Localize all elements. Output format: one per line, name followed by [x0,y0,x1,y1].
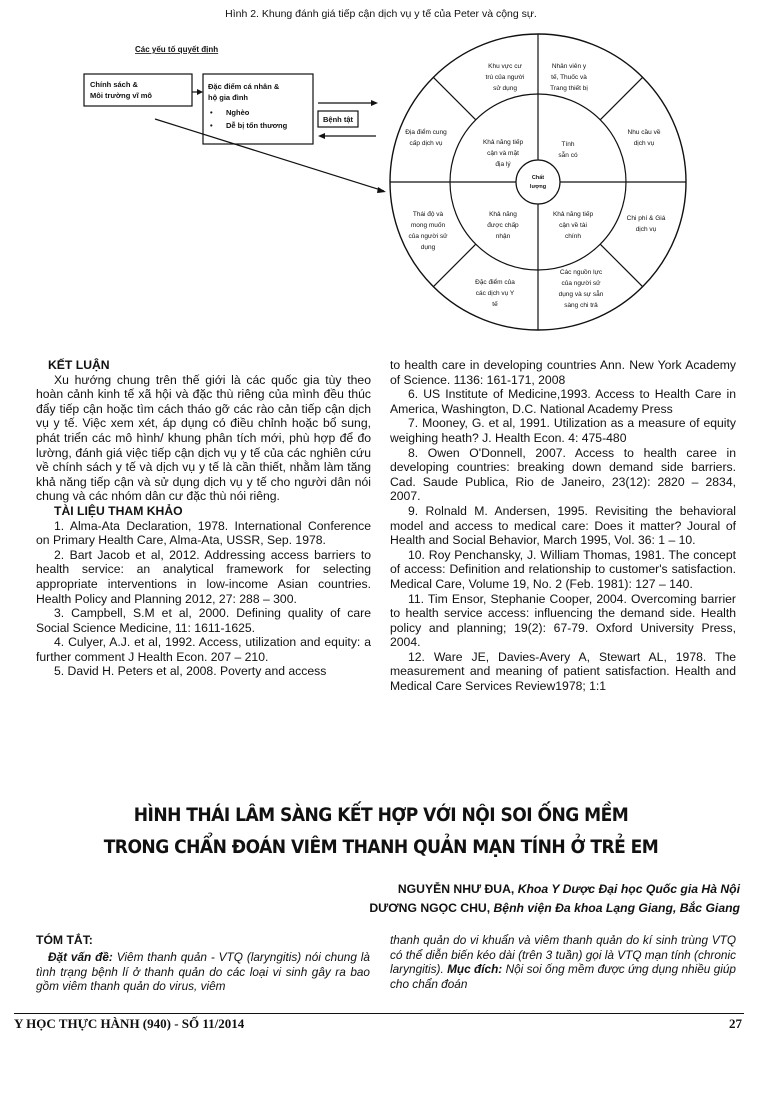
inner-label: địa lý [495,161,511,168]
outer-label: dịch vụ [633,140,655,147]
author-1-affiliation: Khoa Y Dược Đại học Quốc gia Hà Nội [517,882,740,896]
outer-label: tế, Thuốc và [551,74,587,81]
author-2 [180,899,740,917]
inner-label: sẵn có [558,152,578,159]
access-framework-diagram [0,28,762,338]
reference-item: 5. David H. Peters et al, 2008. Poverty and access [54,664,327,679]
bullet-icon: • [210,108,213,117]
center-label: Chất [531,175,545,181]
outer-label: cấp dịch vụ [409,140,443,147]
determinants-label: Các yếu tố quyết định [135,45,219,54]
disease-box-label: Bệnh tật [323,115,353,124]
outer-label: Thái độ và [412,211,444,218]
policy-box [84,74,192,106]
characteristics-bullet: Dễ bị tổn thương [226,121,288,130]
characteristics-title: hộ gia đình [208,93,248,102]
conclusion-heading: KẾT LUẬN [48,358,110,372]
outer-label: sàng chi trả [564,302,598,309]
article-title-line1: HÌNH THÁI LÂM SÀNG KẾT HỢP VỚI NỘI SOI ỐNG MỀM [133,804,629,826]
abstract-label-background: Đặt vấn đề: [48,950,113,964]
bullet-icon: • [210,121,213,130]
outer-label: dụng và sự sẵn [558,291,604,298]
outer-label: Nhu cầu về [627,129,661,136]
abstract-heading: TÓM TẮT: [36,933,93,947]
inner-label: Khả năng [489,211,517,218]
reference-item: 2. Bart Jacob et al, 2012. Addressing access barriers to health service: an analytical framework for selecting appropriate interventions in low-income Asian countries. Health Policy and Planning 2012, 27: 288 – 300. [36,547,371,606]
page-number: 27 [729,1016,742,1031]
author-1 [180,880,740,898]
author-2-affiliation: Bệnh viện Đa khoa Lạng Giang, Bắc Giang [493,901,740,915]
conclusion-body: Xu hướng chung trên thế giới là các quốc gia tùy theo hoàn cảnh kinh tế xã hội và đặc thù riêng của mình đều thúc đẩy tiếp cận hoặc tìm cách tháo gỡ các rào cản tiếp cận dịch vụ y tế. Việc xem xét, áp dụng có điều chỉnh hoặc bổ sung, phát triển các mô hình/ khung phân tích mới, phù hợp để đo lường, đánh giá việc tiếp cận dịch vụ y tế của các nghiên cứu về chính sách y tế và dịch vụ y tế là cần thiết, nhằm làm tăng khả năng tiếp cận và sử dụng dịch vụ y tế cho người dân nói chung và các nhóm dân cư đặc thù nói riêng. [36,372,371,504]
author-1-name: NGUYỄN NHƯ ĐUA, [397,882,515,896]
center-label: lượng [529,184,547,190]
abstract-left [36,950,370,994]
outer-label: Chi phí & Giá [626,215,666,222]
inner-label: cận và mặt [487,150,519,157]
outer-label: Địa điểm cung [405,129,447,136]
center-circle [516,160,560,204]
references-heading: TÀI LIỆU THAM KHẢO [54,503,183,518]
policy-label: Môi trường vĩ mô [90,91,153,100]
inner-label: Tính [561,141,575,148]
abstract-left-text: Viêm thanh quản - VTQ (laryngitis) nói chung là tình trạng bệnh lí ở thanh quản do các loại vi sinh gây ra bao gồm viêm thanh quản do virus, viêm [36,950,370,994]
figure-caption: Hình 2. Khung đánh giá tiếp cận dịch vụ y tế của Peter và cộng sự. [225,8,537,20]
outer-label: Các nguồn lực [559,269,603,276]
outer-label: của người sử [408,233,448,240]
abstract-label-purpose: Mục đích: [447,962,503,977]
reference-item: 1. Alma-Ata Declaration, 1978. International Conference on Primary Health Care, Alma-Ata, USSR, Sep. 1978. [36,518,371,548]
reference-item: 11. Tim Ensor, Stephanie Cooper, 2004. Overcoming barrier to health service access: influencing the demand side. Health policy and planning; 19(2): 67-79. Oxford University Press, 2004. [390,591,736,650]
reference-item: 4. Culyer, A.J. et al, 1992. Access, utilization and equity: a further comment J Health Econ. 207 – 210. [36,635,371,664]
abstract-right-text-b: Nội soi ống mềm được ứng dụng nhiều giúp cho chẩn đoán [390,962,736,991]
characteristics-bullet: Nghèo [226,108,250,117]
reference-item: 8. Owen O'Donnell, 2007. Access to health caree in developing countries: breaking down demand side barriers. Cad. Saude Publica, Rio de Janeiro, 23(12): 2820 – 2834, 2007. [390,445,736,504]
outer-label: dụng [420,244,436,251]
reference-item: 12. Ware JE, Davies-Avery A, Stewart AL, 1978. The measurement and meaning of patient satisfaction. Health and Medical Care Services Review1978; 1:1 [390,649,736,694]
inner-label: Khả năng tiếp [482,139,524,146]
outer-label: mong muốn [410,222,446,229]
abstract-right [390,933,736,991]
reference-item: 7. Mooney, G. et al, 1991. Utilization as a measure of equity weighing heath? J. Health Econ. 4: 475-480 [390,416,736,445]
outer-label: Đặc điểm của [475,279,515,286]
inner-label: được chấp [487,222,519,229]
characteristics-title: Đặc điểm cá nhân & [208,82,280,91]
right-column [390,358,736,694]
outer-label: Nhân viên y [551,63,587,70]
author-2-name: DƯƠNG NGỌC CHU, [369,901,491,915]
abstract-right-text-a: thanh quản do vi khuẩn và viêm thanh quản do kí sinh trùng VTQ có thể diễn biến kéo dài (trên 3 tuần) gọi là VTQ mạn tính (chronic laryngitis). [390,933,736,977]
outer-label: các dịch vụ Y [475,290,515,297]
outer-label: Khu vực cư [488,63,522,70]
inner-label: chính [565,233,581,240]
outer-label: của người sử [561,280,601,287]
inner-label: Khả năng tiếp [552,211,594,218]
inner-label: nhận [495,233,511,240]
reference-item: 10. Roy Penchansky, J. William Thomas, 1981. The concept of access: Definition and relationship to customer's satisfaction. Medical Care, Volume 19, No. 2 (Feb. 1981): 127 – 140. [390,547,736,591]
footer-journal: Y HỌC THỰC HÀNH (940) - SỐ 11/2014 [14,1016,245,1031]
outer-label: trú của người [485,74,525,81]
footer-rule [14,1013,744,1014]
policy-label: Chính sách & [90,80,138,89]
outer-label: dịch vụ [635,226,657,233]
reference-item: 9. Rolnald M. Andersen, 1995. Revisiting the behavioral model and access to medical care: Does it matter? Joural of Health and Social Behavior, March 1995, Vol. 36: 1 – 10. [390,503,736,548]
left-column [36,358,371,679]
outer-label: sử dụng [493,85,517,92]
article-title-line2: TRONG CHẨN ĐOÁN VIÊM THANH QUẢN MẠN TÍNH Ở TRẺ EM [103,836,659,858]
inner-label: cận về tài [559,222,587,229]
outer-label: Trang thiết bị [550,85,588,92]
reference-continuation: to health care in developing countries Ann. New York Academy of Science. 1136: 161-171, 2008 [390,358,736,387]
reference-item: 3. Campbell, S.M et al, 2000. Defining quality of care Social Science Medicine, 11: 1611-1625. [36,606,371,635]
outer-label: tế [492,301,498,308]
reference-item: 6. US Institute of Medicine,1993. Access to Health Care in America, Washington, D.C. National Academy Press [390,387,736,416]
